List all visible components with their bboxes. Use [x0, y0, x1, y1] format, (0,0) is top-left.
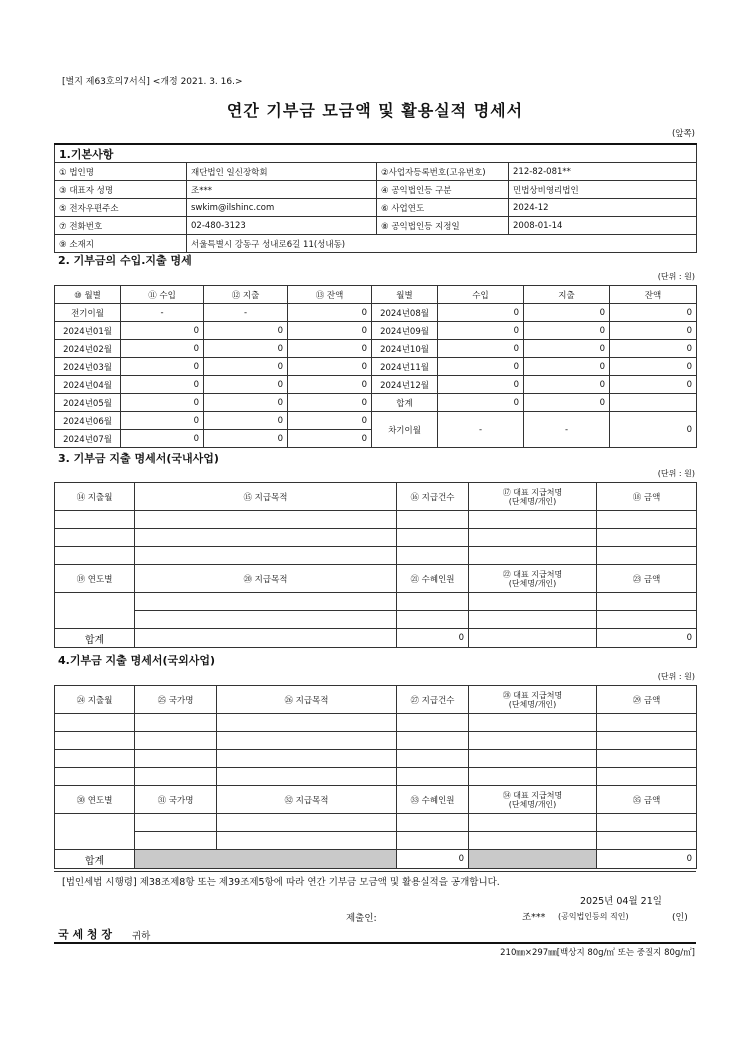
- basic-info-table: [54, 143, 697, 253]
- section2-unit: (단위 : 원): [657, 272, 695, 281]
- expense-cell: 0: [204, 358, 288, 376]
- label-email: ⑤ 전자우편주소: [55, 199, 187, 217]
- month-cell: 전기이월: [55, 304, 121, 322]
- empty-cell: [469, 732, 597, 750]
- section3-title: 3. 기부금 지출 명세서(국내사업): [58, 452, 219, 465]
- label-corp-type: ④ 공익법인등 구분: [377, 181, 509, 199]
- empty-cell: [217, 768, 397, 786]
- empty-cell: [135, 593, 397, 611]
- expense-cell: 0: [524, 340, 610, 358]
- empty-cell: [135, 714, 217, 732]
- month-cell: 2024년12월: [372, 376, 438, 394]
- header-expense-month: ⑭ 지출월: [55, 483, 135, 511]
- header-balance-2: 잔액: [610, 286, 697, 304]
- header-purpose-2: ⑳ 지급목적: [135, 565, 397, 593]
- empty-cell: [135, 629, 397, 648]
- empty-cell: [55, 768, 135, 786]
- footer-divider: [54, 871, 696, 872]
- balance-cell: 0: [610, 376, 697, 394]
- income-cell: 0: [121, 322, 204, 340]
- empty-cell: [469, 629, 597, 648]
- value-phone: 02-480-3123: [187, 217, 377, 235]
- empty-cell: [397, 832, 469, 850]
- header-amount-2: ㉟ 금액: [597, 786, 697, 814]
- balance-cell: 0: [288, 358, 372, 376]
- header-beneficiaries: ㉝ 수혜인원: [397, 786, 469, 814]
- total-income-cell: 0: [438, 394, 524, 412]
- shaded-cell: [469, 850, 597, 869]
- header-purpose: ⑮ 지급목적: [135, 483, 397, 511]
- balance-cell: 0: [288, 322, 372, 340]
- balance-cell: 0: [610, 322, 697, 340]
- empty-cell: [397, 547, 469, 565]
- empty-cell: [135, 529, 397, 547]
- header-purpose: ㉖ 지급목적: [217, 686, 397, 714]
- empty-cell: [469, 511, 597, 529]
- header-expense-2: 지출: [524, 286, 610, 304]
- submitter-name: 조***: [522, 912, 546, 923]
- empty-cell: [469, 593, 597, 611]
- month-cell: 2024년06월: [55, 412, 121, 430]
- section2-title: 2. 기부금의 수입.지출 명세: [58, 254, 192, 267]
- header-count: ⑯ 지급건수: [397, 483, 469, 511]
- header-count: ㉗ 지급건수: [397, 686, 469, 714]
- header-income-2: 수입: [438, 286, 524, 304]
- empty-cell: [55, 750, 135, 768]
- empty-cell: [469, 714, 597, 732]
- income-cell: -: [121, 304, 204, 322]
- expense-cell: 0: [204, 376, 288, 394]
- empty-cell: [469, 768, 597, 786]
- balance-cell: 0: [288, 376, 372, 394]
- page-title: 연간 기부금 모금액 및 활용실적 명세서: [226, 101, 524, 120]
- empty-cell: [397, 714, 469, 732]
- month-cell: 2024년05월: [55, 394, 121, 412]
- empty-cell: [135, 750, 217, 768]
- domestic-expense-table: [54, 482, 697, 648]
- empty-cell: [55, 714, 135, 732]
- empty-cell: [55, 732, 135, 750]
- label-address: ⑨ 소재지: [55, 235, 187, 253]
- balance-cell: 0: [288, 340, 372, 358]
- carry-forward-label: 차기이월: [372, 412, 438, 448]
- total-amount: 0: [597, 629, 697, 648]
- month-cell: 2024년01월: [55, 322, 121, 340]
- empty-cell: [397, 529, 469, 547]
- header-expense-month: ㉔ 지출월: [55, 686, 135, 714]
- income-cell: 0: [121, 430, 204, 448]
- section3-unit: (단위 : 원): [657, 469, 695, 478]
- header-month-2: 월별: [372, 286, 438, 304]
- value-fiscal-year: 2024-12: [509, 199, 697, 217]
- empty-cell: [217, 750, 397, 768]
- month-cell: 2024년03월: [55, 358, 121, 376]
- empty-cell: [135, 511, 397, 529]
- empty-cell: [597, 511, 697, 529]
- income-cell: 0: [121, 412, 204, 430]
- label-biz-number: ②사업자등록번호(고유번호): [377, 163, 509, 181]
- form-number: [별지 제63호의7서식] <개정 2021. 3. 16.>: [62, 77, 243, 87]
- empty-cell: [135, 547, 397, 565]
- header-year: ㉚ 연도별: [55, 786, 135, 814]
- addressee: 국 세 청 장: [58, 928, 112, 941]
- income-cell: 0: [438, 376, 524, 394]
- legal-statement: [법인세법 시행령] 제38조제8항 또는 제39조제5항에 따라 연간 기부금 모금액 및 활용실적을 공개합니다.: [62, 877, 500, 888]
- empty-cell: [597, 732, 697, 750]
- header-country-2: ㉛ 국가명: [135, 786, 217, 814]
- total-expense-cell: 0: [524, 394, 610, 412]
- balance-cell: 0: [288, 394, 372, 412]
- paper-spec: 210㎜×297㎜[백상지 80g/㎡ 또는 중질지 80g/㎡]: [500, 948, 695, 958]
- empty-cell: [217, 832, 397, 850]
- empty-cell: [55, 511, 135, 529]
- shaded-cell: [135, 850, 397, 869]
- front-page-label: (앞쪽): [671, 129, 695, 139]
- value-rep-name: 조***: [187, 181, 377, 199]
- income-cell: 0: [121, 376, 204, 394]
- section4-title: 4.기부금 지출 명세서(국외사업): [58, 654, 216, 667]
- empty-cell: [397, 814, 469, 832]
- label-phone: ⑦ 전화번호: [55, 217, 187, 235]
- submitter-role: (공익법인등의 직인): [558, 912, 629, 921]
- carry-forward-income: -: [438, 412, 524, 448]
- total-balance-cell: [610, 394, 697, 412]
- month-cell: 2024년04월: [55, 376, 121, 394]
- label-fiscal-year: ⑥ 사업연도: [377, 199, 509, 217]
- value-email: swkim@ilshinc.com: [187, 199, 377, 217]
- empty-cell: [597, 750, 697, 768]
- month-cell: 2024년11월: [372, 358, 438, 376]
- expense-cell: 0: [204, 430, 288, 448]
- submitter-label: 제출인:: [346, 913, 377, 924]
- month-cell: 2024년10월: [372, 340, 438, 358]
- empty-cell: [597, 611, 697, 629]
- header-balance: ⑬ 잔액: [288, 286, 372, 304]
- value-corp-type: 민법상비영리법인: [509, 181, 697, 199]
- header-amount-2: ㉓ 금액: [597, 565, 697, 593]
- empty-cell: [135, 732, 217, 750]
- empty-cell: [217, 814, 397, 832]
- empty-cell: [397, 511, 469, 529]
- empty-cell: [55, 593, 135, 629]
- expense-cell: 0: [204, 340, 288, 358]
- empty-cell: [135, 611, 397, 629]
- label-corp-name: ① 법인명: [55, 163, 187, 181]
- empty-cell: [217, 714, 397, 732]
- value-designation-date: 2008-01-14: [509, 217, 697, 235]
- value-corp-name: 재단법인 일신장학회: [187, 163, 377, 181]
- empty-cell: [55, 529, 135, 547]
- value-biz-number: 212-82-081**: [509, 163, 697, 181]
- header-recipient: ⑰ 대표 지급처명 (단체명/개인): [469, 483, 597, 511]
- total-month-cell: 합계: [372, 394, 438, 412]
- empty-cell: [597, 547, 697, 565]
- header-country: ㉕ 국가명: [135, 686, 217, 714]
- header-purpose-2: ㉜ 지급목적: [217, 786, 397, 814]
- income-expense-table: [54, 285, 697, 448]
- empty-cell: [597, 529, 697, 547]
- header-year: ⑲ 연도별: [55, 565, 135, 593]
- income-cell: 0: [438, 358, 524, 376]
- label-rep-name: ③ 대표자 성명: [55, 181, 187, 199]
- total-label: 합계: [55, 629, 135, 648]
- balance-cell: 0: [610, 358, 697, 376]
- header-recipient: ㉘ 대표 지급처명 (단체명/개인): [469, 686, 597, 714]
- section1-title: 1.기본사항: [55, 144, 697, 163]
- empty-cell: [469, 832, 597, 850]
- empty-cell: [597, 832, 697, 850]
- empty-cell: [135, 814, 217, 832]
- header-amount: ⑱ 금액: [597, 483, 697, 511]
- empty-cell: [469, 547, 597, 565]
- balance-cell: 0: [288, 430, 372, 448]
- income-cell: 0: [438, 340, 524, 358]
- label-designation-date: ⑧ 공익법인등 지정일: [377, 217, 509, 235]
- expense-cell: 0: [524, 322, 610, 340]
- submission-date: 2025년 04월 21일: [580, 896, 662, 907]
- balance-cell: 0: [288, 304, 372, 322]
- honorific: 귀하: [132, 931, 151, 942]
- overseas-expense-table: [54, 685, 697, 869]
- header-income: ⑪ 수입: [121, 286, 204, 304]
- footer-bottom-line: [54, 942, 696, 944]
- balance-cell: 0: [610, 304, 697, 322]
- balance-cell: 0: [610, 340, 697, 358]
- month-cell: 2024년09월: [372, 322, 438, 340]
- empty-cell: [469, 750, 597, 768]
- empty-cell: [597, 814, 697, 832]
- empty-cell: [397, 732, 469, 750]
- expense-cell: 0: [524, 304, 610, 322]
- header-recipient-2: ㉒ 대표 지급처명 (단체명/개인): [469, 565, 597, 593]
- balance-cell: 0: [288, 412, 372, 430]
- expense-cell: -: [204, 304, 288, 322]
- empty-cell: [597, 768, 697, 786]
- section4-unit: (단위 : 원): [657, 672, 695, 681]
- header-recipient-2: ㉞ 대표 지급처명 (단체명/개인): [469, 786, 597, 814]
- empty-cell: [55, 814, 135, 850]
- month-cell: 2024년08월: [372, 304, 438, 322]
- header-beneficiaries: ㉑ 수혜인원: [397, 565, 469, 593]
- total-count: 0: [397, 850, 469, 869]
- empty-cell: [597, 593, 697, 611]
- empty-cell: [469, 814, 597, 832]
- expense-cell: 0: [204, 412, 288, 430]
- expense-cell: 0: [204, 394, 288, 412]
- income-cell: 0: [121, 340, 204, 358]
- expense-cell: 0: [524, 358, 610, 376]
- seal-mark: (인): [672, 913, 688, 923]
- empty-cell: [397, 750, 469, 768]
- empty-cell: [397, 768, 469, 786]
- income-cell: 0: [438, 322, 524, 340]
- month-cell: 2024년02월: [55, 340, 121, 358]
- empty-cell: [597, 714, 697, 732]
- expense-cell: 0: [524, 376, 610, 394]
- carry-forward-balance: 0: [610, 412, 697, 448]
- empty-cell: [135, 832, 217, 850]
- empty-cell: [397, 611, 469, 629]
- income-cell: 0: [438, 304, 524, 322]
- total-label: 합계: [55, 850, 135, 869]
- header-expense: ⑫ 지출: [204, 286, 288, 304]
- month-cell: 2024년07월: [55, 430, 121, 448]
- empty-cell: [135, 768, 217, 786]
- header-month: ⑩ 월별: [55, 286, 121, 304]
- expense-cell: 0: [204, 322, 288, 340]
- total-count: 0: [397, 629, 469, 648]
- header-amount: ㉙ 금액: [597, 686, 697, 714]
- empty-cell: [217, 732, 397, 750]
- empty-cell: [397, 593, 469, 611]
- empty-cell: [55, 547, 135, 565]
- total-amount: 0: [597, 850, 697, 869]
- income-cell: 0: [121, 394, 204, 412]
- value-address: 서울특별시 강동구 성내로6길 11(성내동): [187, 235, 697, 253]
- income-cell: 0: [121, 358, 204, 376]
- carry-forward-expense: -: [524, 412, 610, 448]
- empty-cell: [469, 611, 597, 629]
- empty-cell: [469, 529, 597, 547]
